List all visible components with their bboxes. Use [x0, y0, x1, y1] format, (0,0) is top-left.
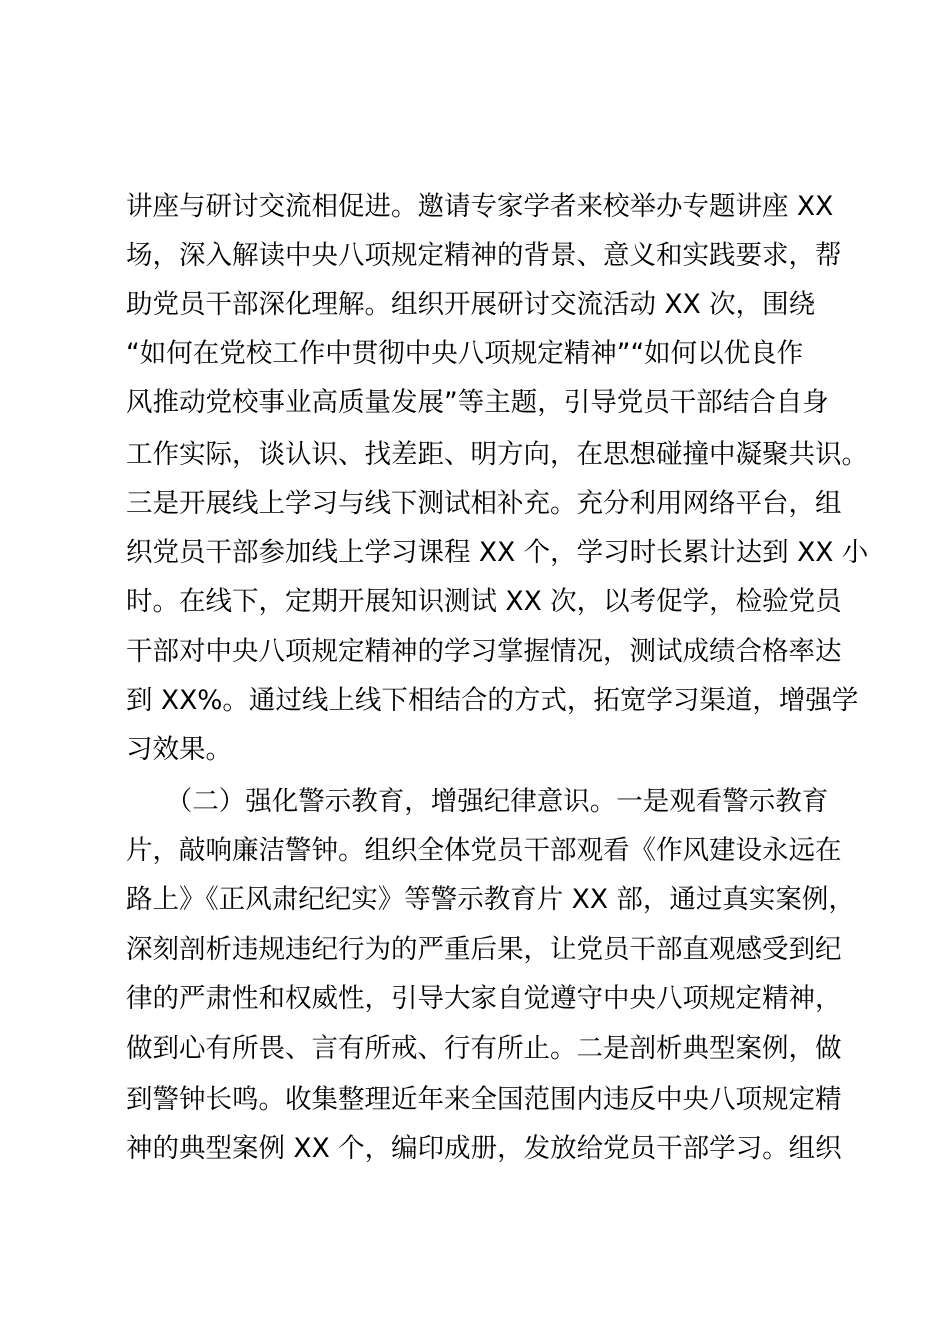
body-text-line: 片，敲响廉洁警钟。组织全体党员干部观看《作风建设永远在	[126, 835, 842, 866]
body-text-line: 干部对中央八项规定精神的学习掌握情况，测试成绩合格率达	[126, 636, 842, 667]
body-text-line: 工作实际，谈认识、找差距、明方向，在思想碰撞中凝聚共识。	[126, 439, 868, 470]
body-text-line: 织党员干部参加线上学习课程 XX 个，学习时长累计达到 XX 小	[126, 537, 869, 568]
body-text-line: 神的典型案例 XX 个，编印成册，发放给党员干部学习。组织	[126, 1133, 842, 1164]
body-text-line: 三是开展线上学习与线下测试相补充。充分利用网络平台，组	[126, 488, 842, 519]
body-text-line: 场，深入解读中央八项规定精神的背景、意义和实践要求，帮	[126, 240, 842, 271]
body-text-line: “如何在党校工作中贯彻中央八项规定精神”“如何以优良作	[126, 338, 804, 369]
body-text-line: 律的严肃性和权威性，引导大家自觉遵守中央八项规定精神，	[126, 983, 842, 1014]
body-text-line: 做到心有所畏、言有所戒、行有所止。二是剖析典型案例，做	[126, 1033, 842, 1064]
body-text-line: 到警钟长鸣。收集整理近年来全国范围内违反中央八项规定精	[126, 1084, 842, 1115]
body-text-line: 时。在线下，定期开展知识测试 XX 次，以考促学，检验党员	[126, 586, 842, 617]
body-text-line: 讲座与研讨交流相促进。邀请专家学者来校举办专题讲座 XX	[126, 191, 834, 222]
body-text-line: 风推动党校事业高质量发展”等主题，引导党员干部结合自身	[126, 387, 829, 418]
body-text-line: 到 XX%。通过线上线下相结合的方式，拓宽学习渠道，增强学	[126, 685, 859, 716]
body-text-line: 助党员干部深化理解。组织开展研讨交流活动 XX 次，围绕	[126, 289, 816, 320]
section-heading-line: （二）强化警示教育，增强纪律意识。一是观看警示教育	[126, 786, 829, 817]
body-text-line: 习效果。	[126, 734, 232, 765]
body-text-line: 深刻剖析违规违纪行为的严重后果，让党员干部直观感受到纪	[126, 934, 842, 965]
body-text-line: 路上》《正风肃纪纪实》等警示教育片 XX 部，通过真实案例，	[126, 884, 855, 915]
